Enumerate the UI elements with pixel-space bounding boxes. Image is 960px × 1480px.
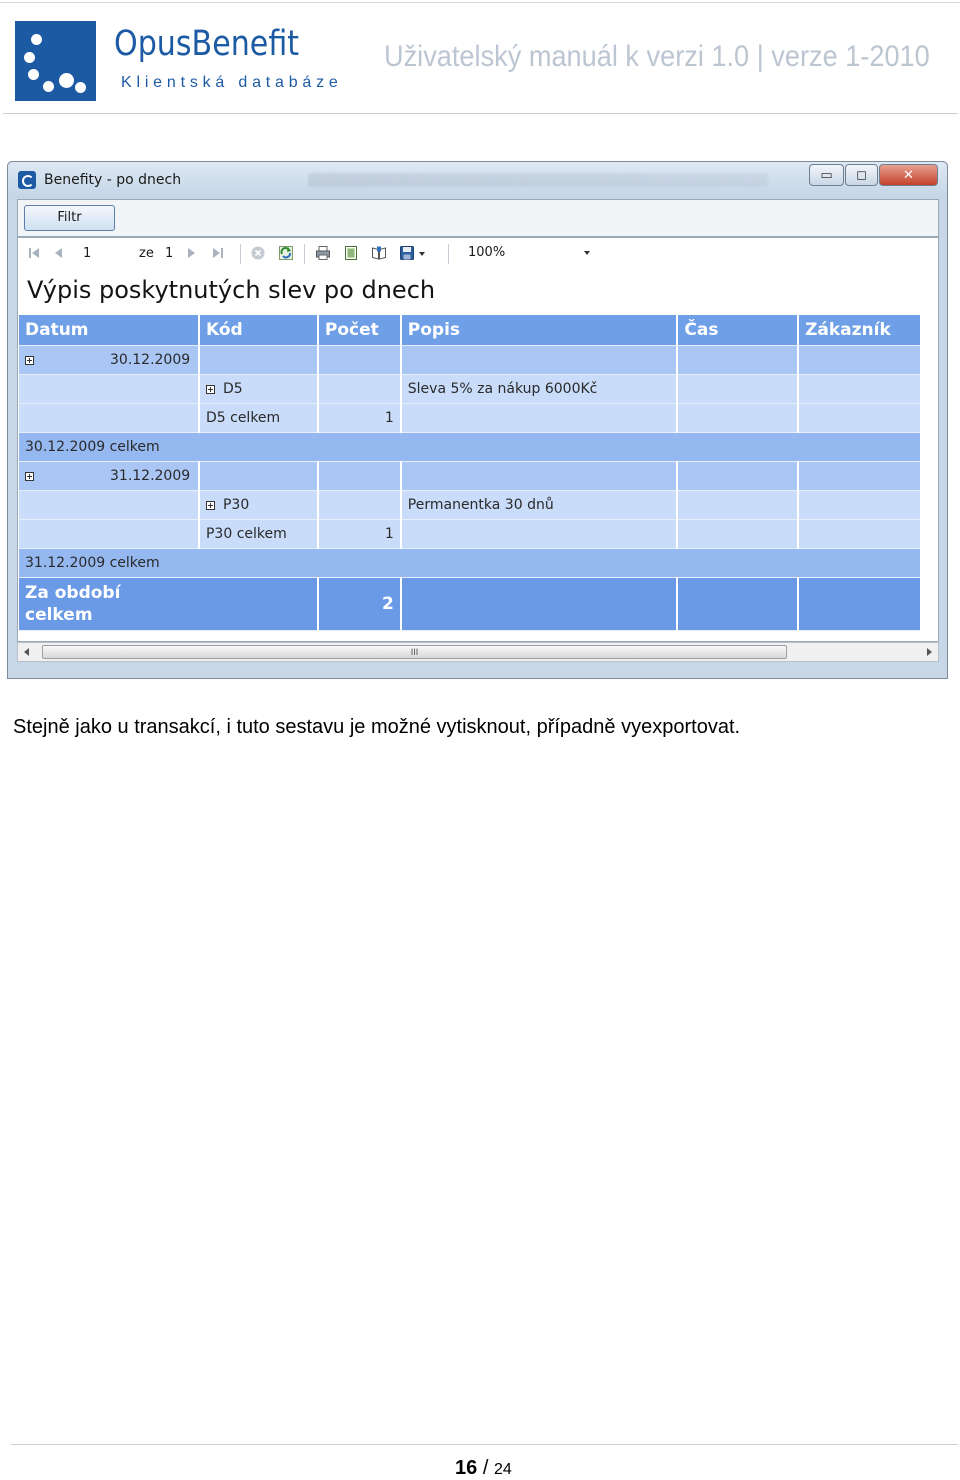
date-group-row [19,462,921,491]
minimize-button[interactable]: ▭ [809,164,844,186]
column-header-kod[interactable]: Kód [199,315,318,346]
period-total-label: Za období [25,583,121,603]
current-page-input[interactable]: 1 [83,246,92,261]
last-page-icon[interactable] [210,245,226,261]
date-subtotal-label: 30.12.2009 celkem [19,433,921,462]
code-subtotal-label: D5 celkem [199,404,318,433]
stop-icon[interactable] [250,245,266,261]
next-page-icon[interactable] [184,245,200,261]
horizontal-scrollbar[interactable] [17,642,939,662]
date-subtotal-row [19,433,921,462]
filter-panel [17,199,939,237]
page-separator: / [482,1457,489,1479]
body-paragraph: Stejně jako u transakcí, i tuto sestavu je možné vytisknout, případně vyexportovat. [13,716,741,738]
report-title: Výpis poskytnutých slev po dnech [27,276,436,304]
zoom-select[interactable] [459,242,597,264]
opusbenefit-logo-icon [15,21,96,101]
date-subtotal-row [19,549,921,578]
group-date: 31.12.2009 [110,468,191,484]
page-number [455,1457,512,1480]
date-group-row [19,346,921,375]
expand-icon[interactable] [206,385,215,394]
export-dropdown-icon[interactable] [419,252,425,256]
expand-icon[interactable] [25,356,34,365]
maximize-button[interactable]: ◻ [845,164,878,186]
code-value: P30 [222,497,250,513]
period-total-count: 2 [318,578,401,631]
expand-icon[interactable] [25,472,34,481]
header-rule [3,113,958,114]
column-header-popis[interactable]: Popis [401,315,678,346]
scroll-right-icon[interactable] [927,648,932,656]
period-total-row [19,578,921,631]
zoom-value: 100% [468,245,506,260]
app-icon [18,171,36,189]
code-row [19,491,921,520]
print-layout-icon[interactable] [343,245,359,261]
code-value: D5 [222,381,243,397]
code-subtotal-row [19,404,921,433]
print-icon[interactable] [315,245,331,261]
footer-rule [11,1444,958,1445]
toolbar-separator [304,244,305,264]
toolbar-separator [448,244,449,264]
page-of-label: ze [139,246,154,261]
table-header-row [19,315,921,346]
prev-page-icon[interactable] [50,245,66,261]
description-value: Sleva 5% za nákup 6000Kč [401,375,678,404]
column-header-cas[interactable]: Čas [677,315,798,346]
background-toolbar-blur [308,173,768,187]
first-page-icon[interactable] [26,245,42,261]
total-pages: 1 [165,246,174,261]
brand-name: OpusBenefit [114,24,300,64]
description-value: Permanentka 30 dnů [401,491,678,520]
scrollbar-thumb[interactable]: III [42,645,787,659]
report-toolbar [18,238,938,268]
code-subtotal-row [19,520,921,549]
expand-icon[interactable] [206,501,215,510]
chevron-down-icon [584,251,590,255]
brand-tagline: Klientská databáze [121,74,343,91]
period-total-label-2: celkem [25,605,93,625]
code-subtotal-count: 1 [318,404,401,433]
refresh-icon[interactable] [278,245,294,261]
window-title: Benefity - po dnech [44,172,182,188]
group-date: 30.12.2009 [110,352,191,368]
current-page-number: 16 [455,1457,478,1479]
column-header-datum[interactable]: Datum [19,315,199,346]
total-page-number: 24 [493,1461,512,1478]
report-table [19,315,922,631]
column-header-pocet[interactable]: Počet [318,315,401,346]
toolbar-separator [240,244,241,264]
report-window [7,161,948,679]
scroll-left-icon[interactable] [24,648,29,656]
close-button[interactable]: ✕ [879,164,938,186]
document-title: Uživatelský manuál k verzi 1.0 | verze 1-2010 [384,40,930,73]
date-subtotal-label: 31.12.2009 celkem [19,549,921,578]
column-header-zakaznik[interactable]: Zákazník [798,315,921,346]
page-setup-icon[interactable] [371,245,387,261]
filter-button[interactable]: Filtr [24,205,115,231]
top-rule [0,2,960,3]
code-subtotal-label: P30 celkem [199,520,318,549]
code-subtotal-count: 1 [318,520,401,549]
code-row [19,375,921,404]
export-icon[interactable] [399,245,415,261]
report-viewer [17,237,939,642]
window-titlebar[interactable] [8,162,947,198]
